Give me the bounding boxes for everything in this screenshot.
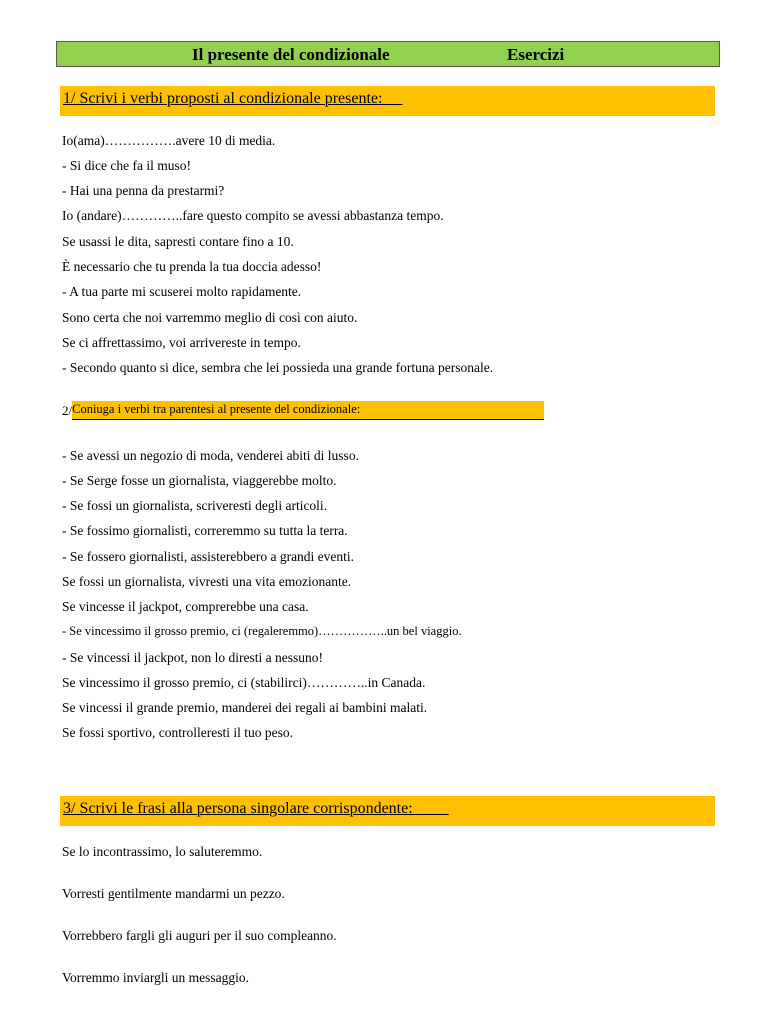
section3-line: Vorrebbero fargli gli auguri per il suo compleanno. xyxy=(62,928,337,943)
section1-line: - Secondo quanto si dice, sembra che lei possieda una grande fortuna personale. xyxy=(62,360,494,375)
section2-line: - Se Serge fosse un giornalista, viaggerebbe molto. xyxy=(62,473,337,488)
section1-heading-text: 1/ Scrivi i verbi proposti al condizionale presente: xyxy=(63,90,403,107)
section1-line: - A tua parte mi scuserei molto rapidamente. xyxy=(62,284,302,299)
section3-heading xyxy=(60,796,715,826)
section2-line: Se vincessimo il grosso premio, ci (stabilirci)…………..in Canada. xyxy=(62,675,426,690)
section1-line: - Si dice che fa il muso! xyxy=(62,158,191,173)
section2-heading xyxy=(62,401,544,421)
section3-line: Vorremmo inviargli un messaggio. xyxy=(62,970,249,985)
section3-line: Vorresti gentilmente mandarmi un pezzo. xyxy=(62,886,285,901)
page-title: Il presente del condizionale xyxy=(192,45,390,64)
section1-heading xyxy=(60,86,715,116)
title-bar xyxy=(56,41,720,67)
section3-line: Se lo incontrassimo, lo saluteremmo. xyxy=(62,844,263,859)
page-subtitle: Esercizi xyxy=(507,45,565,64)
section2-line: Se vincessi il grande premio, manderei dei regali ai bambini malati. xyxy=(62,700,428,715)
section2-line: - Se vincessi il jackpot, non lo diresti a nessuno! xyxy=(62,650,323,665)
section2-line: - Se avessi un negozio di moda, venderei abiti di lusso. xyxy=(62,448,359,463)
section1-line: È necessario che tu prenda la tua doccia adesso! xyxy=(62,259,322,274)
section2-line: - Se fossero giornalisti, assisterebbero a grandi eventi. xyxy=(62,549,355,564)
section2-line: Se fossi un giornalista, vivresti una vita emozionante. xyxy=(62,574,352,589)
section2-line: - Se fossi un giornalista, scriveresti degli articoli. xyxy=(62,498,328,513)
section2-line: Se fossi sportivo, controlleresti il tuo peso. xyxy=(62,725,293,740)
section2-heading-text: Coniuga i verbi tra parentesi al presente del condizionale: xyxy=(72,401,544,420)
section2-number: 2/ xyxy=(62,403,73,418)
section1-line: - Hai una penna da prestarmi? xyxy=(62,183,225,198)
section1-line: Sono certa che noi varremmo meglio di così con aiuto. xyxy=(62,310,358,325)
section2-line: - Se fossimo giornalisti, correremmo su tutta la terra. xyxy=(62,523,348,538)
section1-line: Se ci affrettassimo, voi arrivereste in tempo. xyxy=(62,335,301,350)
section1-line: Io(ama)…………….avere 10 di media. xyxy=(62,133,276,148)
section1-line: Io (andare)…………..fare questo compito se avessi abbastanza tempo. xyxy=(62,208,444,223)
section3-heading-text: 3/ Scrivi le frasi alla persona singolare corrispondente: xyxy=(63,800,449,817)
section2-line: Se vincesse il jackpot, comprerebbe una casa. xyxy=(62,599,309,614)
section1-line: Se usassi le dita, sapresti contare fino a 10. xyxy=(62,234,294,249)
section2-line: - Se vincessimo il grosso premio, ci (regaleremmo)……………..un bel viaggio. xyxy=(62,624,462,638)
